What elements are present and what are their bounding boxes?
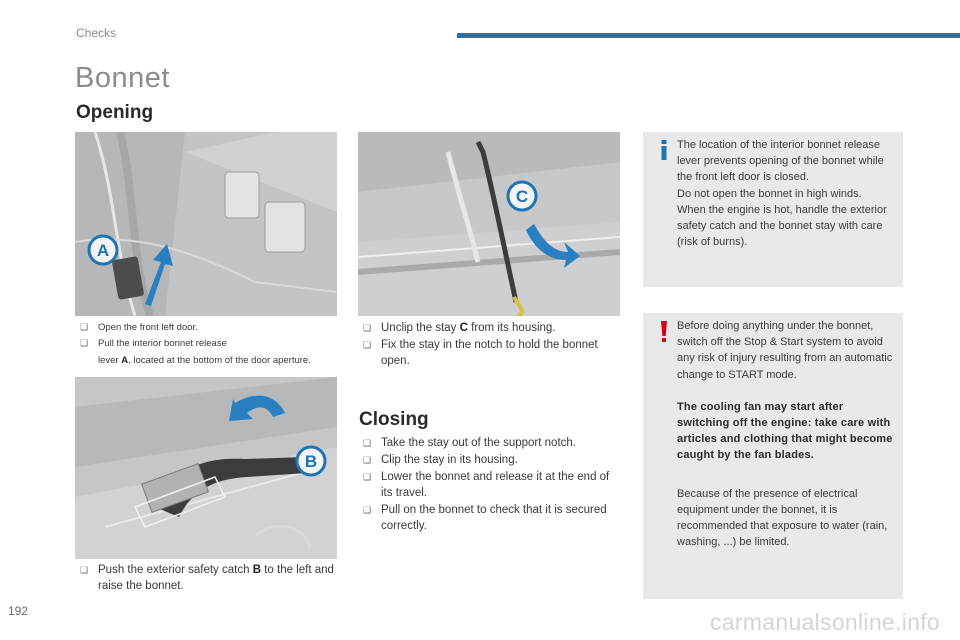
watermark: carmanualsonline.info: [709, 609, 940, 635]
info-box: [643, 132, 903, 287]
warning-para: Because of the presence of electrical equipment under the bonnet, it is recommended that exposure to water (rain, washing, ...) be limited.: [677, 487, 888, 549]
list-item: ❑ Open the front left door.: [80, 322, 198, 333]
opening-steps-a: [76, 320, 346, 369]
photo-interior-release-lever: [75, 132, 337, 316]
label-a: A: [96, 241, 110, 260]
opening-steps-c: [359, 320, 621, 370]
info-text: [677, 137, 893, 250]
warning-para-bold: The cooling fan may start after switching off the engine: take care with articles and clothing that might become caught by the fan blades.: [677, 400, 893, 462]
checkbox-bullet-icon: ❑: [363, 438, 372, 448]
warning-para: Before doing anything under the bonnet, switch off the Stop & Start system to avoid any risk of injury resulting from an automatic change to START mode.: [677, 320, 893, 381]
list-item: ❑ Push the exterior safety catch B to the left and raise the bonnet.: [80, 564, 334, 592]
checkbox-bullet-icon: ❑: [80, 322, 89, 332]
list-item: ❑ Fix the stay in the notch to hold the bonnet open.: [363, 339, 598, 367]
label-b: B: [304, 452, 318, 471]
list-item: ❑ Pull on the bonnet to check that it is secured correctly.: [363, 504, 607, 532]
page-number: 192: [8, 604, 29, 618]
closing-steps: [359, 435, 621, 535]
photo-exterior-safety-catch: [75, 377, 337, 559]
opening-heading: Opening: [76, 102, 154, 123]
info-line: Do not open the bonnet in high winds.: [677, 187, 862, 200]
checkbox-bullet-icon: ❑: [363, 505, 372, 515]
info-icon: [657, 140, 671, 160]
list-item: ❑ Pull the interior bonnet release: [80, 338, 227, 349]
header-accent-bar: [457, 33, 960, 38]
section-label: Checks: [76, 26, 117, 40]
checkbox-bullet-icon: ❑: [80, 565, 89, 575]
list-item: ❑ Lower the bonnet and release it at the end of its travel.: [363, 471, 610, 499]
list-item-continuation: lever A, located at the bottom of the door aperture.: [98, 355, 311, 366]
warning-text: [677, 318, 893, 550]
warning-box: [643, 313, 903, 599]
list-item: ❑ Clip the stay in its housing.: [363, 454, 518, 466]
checkbox-bullet-icon: ❑: [363, 455, 372, 465]
info-line: When the engine is hot, handle the exterior safety catch and the bonnet stay with care (risk of burns).: [677, 203, 887, 249]
closing-heading: Closing: [359, 409, 429, 430]
checkbox-bullet-icon: ❑: [80, 338, 89, 348]
photo-bonnet-stay: [358, 132, 620, 316]
list-item: ❑ Take the stay out of the support notch.: [363, 437, 576, 449]
page-title: Bonnet: [75, 62, 170, 94]
warning-icon: [657, 321, 671, 343]
checkbox-bullet-icon: ❑: [363, 472, 372, 482]
label-c: C: [515, 187, 529, 206]
list-item: ❑ Unclip the stay C from its housing.: [363, 322, 556, 334]
opening-step-b: [76, 562, 346, 595]
info-line: The location of the interior bonnet release lever prevents opening of the bonnet while the front left door is closed.: [677, 139, 884, 184]
checkbox-bullet-icon: ❑: [363, 323, 372, 333]
checkbox-bullet-icon: ❑: [363, 340, 372, 350]
